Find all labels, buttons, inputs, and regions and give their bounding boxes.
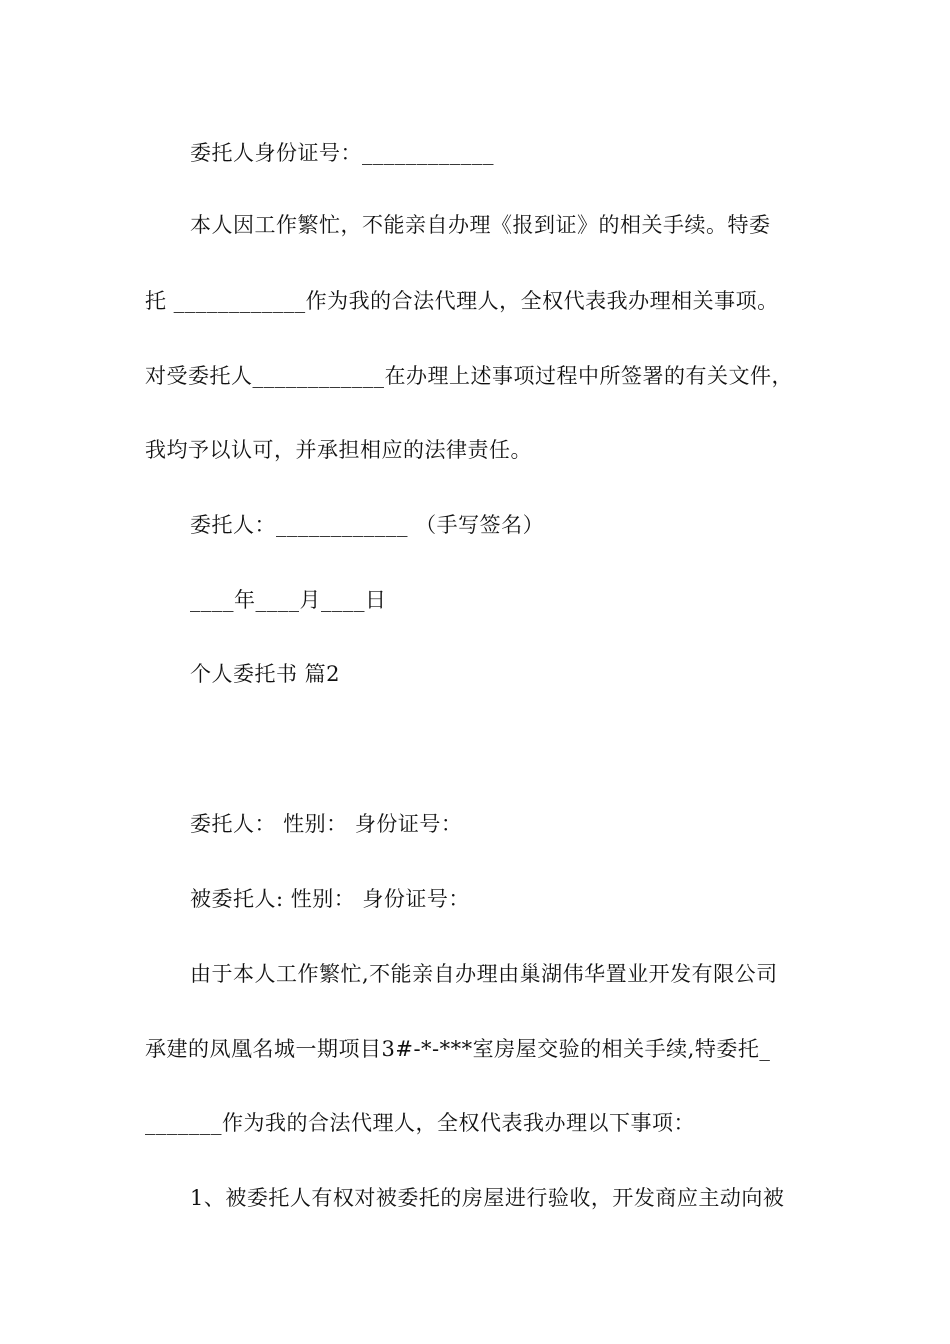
principal-signature-line: 委托人：____________ （手写签名） [190,513,545,537]
paragraph-line: 承建的凤凰名城一期项目3#-*-***室房屋交验的相关手续,特委托_ [145,1037,771,1061]
paragraph-line: 我均予以认可，并承担相应的法律责任。 [145,438,532,462]
paragraph-line: 本人因工作繁忙，不能亲自办理《报到证》的相关手续。特委 [190,213,771,237]
principal-info-line: 委托人： 性别： 身份证号： [190,812,463,836]
agent-info-line: 被委托人: 性别： 身份证号： [190,887,470,911]
paragraph-line: 由于本人工作繁忙,不能亲自办理由巢湖伟华置业开发有限公司 [190,962,778,986]
date-line: ____年____月____日 [190,588,387,612]
section-heading: 个人委托书 篇2 [190,662,341,686]
paragraph-line: 托 ____________作为我的合法代理人，全权代表我办理相关事项。 [145,289,779,313]
paragraph-line: 对受委托人____________在办理上述事项过程中所签署的有关文件， [145,364,793,388]
list-item: 1、被委托人有权对被委托的房屋进行验收，开发商应主动向被 [190,1186,785,1210]
paragraph-line: _______作为我的合法代理人，全权代表我办理以下事项： [145,1111,695,1135]
principal-id-line: 委托人身份证号：____________ [190,141,494,165]
